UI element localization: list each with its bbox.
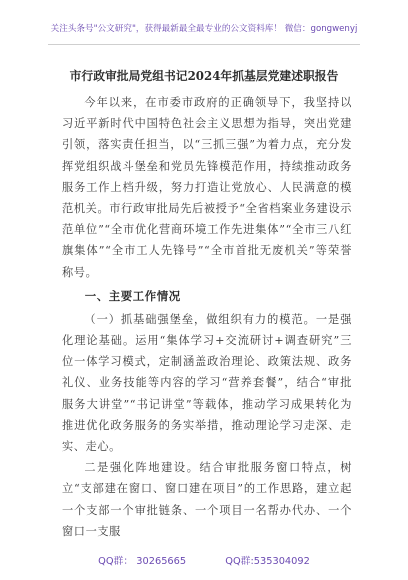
document-title: 市行政审批局党组书记2024年抓基层党建述职报告: [69, 69, 339, 83]
footer-qq-group-2: QQ群:535304092: [225, 556, 310, 567]
section-heading: 一、主要工作情况: [84, 288, 181, 303]
intro-paragraph: 今年以来，在市委市政府的正确领导下，我坚持以习近平新时代中国特色社会主义思想为指导，突出党建引领，落实责任担当，以“三抓三强”为着力点，充分发挥党组织战斗堡垒和党员先锋模范作用，持续推动政务服务工作上档升级，努力打造让党放心、人民满意的模范机关。市行政审批局先后被授予“全省档案业务建设示范单位”“全市优化营商环境工作先进集体”“全市三八红旗集体”“全市工人先锋号”“全市首批无废机关”等荣誉称号。: [62, 96, 352, 279]
document-body: [62, 92, 352, 542]
footer: [0, 553, 408, 567]
header-promo-text: 关注头条号"公文研究"，获得最新最全最专业的公文资料库！ 微信：gongwenyj: [50, 24, 358, 34]
footer-qq-group-1: QQ群： 30265665: [98, 556, 187, 567]
body-paragraph: （一）抓基础强堡垒，做组织有力的模范。一是强化理论基础。运用“集体学习+交流研讨+调查研究”三位一体学习模式，定制涵盖政治理论、政策法规、政务礼仪、业务技能等内容的学习“营养套餐”，结合“审批服务大讲堂”“书记讲堂”等载体，推动学习成果转化为推进优化政务服务的务实举措，推动理论学习走深、走实、走心。: [62, 312, 352, 454]
body-paragraph: 二是强化阵地建设。结合审批服务窗口特点，树立“支部建在窗口、窗口建在项目”的工作思路，建立起一个支部一个审批链条、一个项目一名帮办代办、一个窗口一支服: [62, 461, 352, 538]
header-divider: [48, 44, 360, 45]
